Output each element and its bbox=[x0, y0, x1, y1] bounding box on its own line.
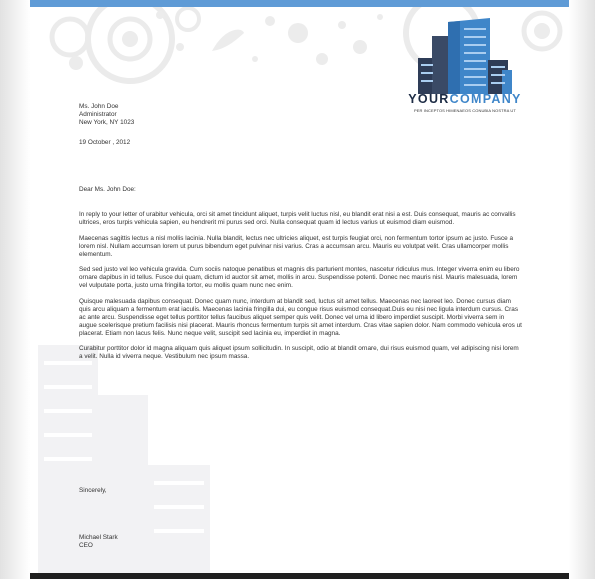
signer-title: CEO bbox=[79, 541, 93, 549]
closing: Sincerely, bbox=[79, 487, 107, 494]
page-shadow-left bbox=[0, 0, 30, 579]
brand-word-your: YOUR bbox=[408, 92, 450, 106]
signer-name: Michael Stark bbox=[79, 534, 118, 541]
body-paragraph: Maecenas sagittis lectus a nisl mollis lacinia. Nulla blandit, lectus nec ultricies aliquet, est turpis feugiat orci, non fermentum tortor ipsum ac justo. Fusce a lorem nisl. Nullam accumsan lorem ut purus bibendum eget pulvinar nisi varius. Cras a accumsan arcu. Mauris eu volutpat velit. Cras ullamcorper mollis elementum. bbox=[79, 234, 514, 258]
recipient-title: Administrator bbox=[79, 110, 117, 118]
salutation: Dear Ms. John Doe: bbox=[79, 186, 136, 193]
recipient-city: New York, NY 1023 bbox=[79, 118, 135, 126]
body-paragraph: Curabitur porttitor dolor id magna aliquam quis aliquet ipsum sollicitudin. In suscipit, odio at blandit ornare, dui risus euismod quam, vel adipiscing nisi lorem a velit. Nulla id viverra neque. Vestibulum nec ipsum massa. bbox=[79, 345, 519, 361]
body-paragraph: Sed sed justo vel leo vehicula gravida. Cum sociis natoque penatibus et magnis dis parturient montes, nascetur ridiculus mus. Integer viverra enim eu libero ornare dapibus in id tellus. Fusce dui quam, dictum id auctor sit amet, mollis in arcu. Suspendisse potenti. Donec nec mauris nisl. Mauris malesuada, lorem vel vulputate porta, justo urna fringilla tortor, eu mollis quam nunc nec enim. bbox=[79, 266, 520, 290]
company-tagline: PER INCEPTOS HIMENAEOS CONUBIA NOSTRA UT bbox=[414, 108, 516, 113]
recipient-address bbox=[79, 103, 134, 127]
recipient-name: Ms. John Doe bbox=[79, 103, 119, 110]
top-accent-bar bbox=[30, 0, 569, 7]
signature-block bbox=[79, 534, 118, 550]
company-brand-name bbox=[404, 92, 526, 106]
brand-word-company: COMPANY bbox=[449, 92, 522, 106]
body-paragraph: In reply to your letter of urabitur vehicula, orci sit amet tincidunt aliquet, turpis velit luctus nisl, eu blandit erat nisi a est. Duis consequat, mauris ac convallis ultrices, eros turpis vehicula sapien, eu hendrerit mi purus sed orci. Nulla consequat quam id lectus varius ut euismod diam euismod. bbox=[79, 211, 516, 226]
bottom-accent-bar bbox=[30, 573, 569, 579]
letter-body bbox=[79, 211, 523, 369]
body-paragraph: Quisque malesuada dapibus consequat. Donec quam nunc, interdum at blandit sed, luctus sit amet tellus. Maecenas nec laoreet leo. Donec cursus diam quis arcu aliquam a fermentum erat iaculis. Maecenas lacinia fringilla dui, eu congue risus euismod consequat.Duis eu nisi nec ligula interdum cursus. Cras ac ante arcu. Suspendisse eget tellus porttitor tellus faucibus aliquet semper quis velit. Donec vel urna id libero imperdiet suscipit. Morbi viverra sem in augue scelerisque pretium facilisis nisi placerat. Mauris rhoncus fermentum turpis sit amet interdum. Cras vitae sapien dolor. Nam commodo vehicula eros ut placerat. Etiam non lacus felis. Nunc neque velit, suscipit sed lacinia eu, imperdiet in magna. bbox=[79, 297, 522, 337]
background-buildings-graphic bbox=[38, 345, 218, 579]
letter-date: 19 October , 2012 bbox=[79, 139, 131, 146]
page-shadow-right bbox=[569, 0, 595, 579]
